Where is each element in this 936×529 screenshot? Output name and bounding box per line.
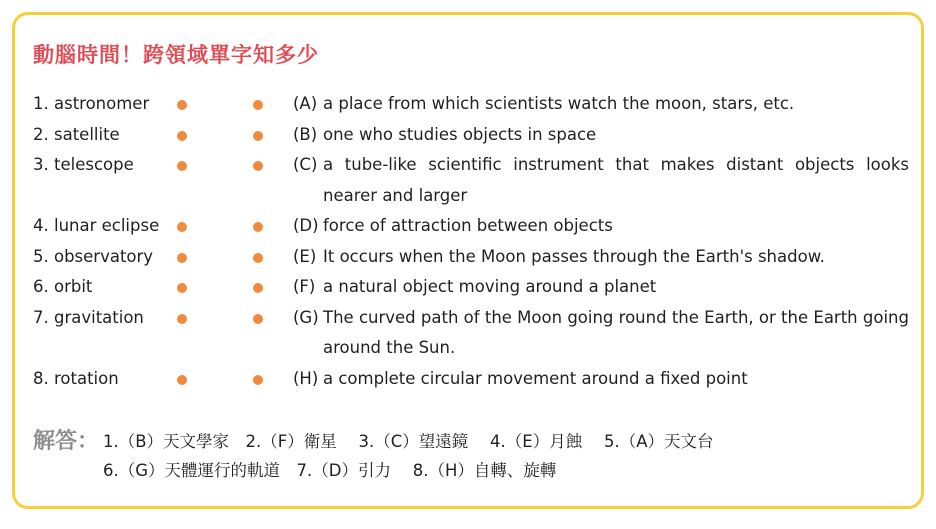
- answer-key-label: 解答：: [33, 429, 100, 454]
- definition-e-text: It occurs when the Moon passes through the Earth's shadow.: [323, 246, 825, 266]
- matching-row-6: [33, 272, 913, 303]
- term-3-connector-dot[interactable]: [177, 161, 187, 171]
- term-8-connector-dot[interactable]: [177, 375, 187, 385]
- term-7-connector-dot[interactable]: [177, 314, 187, 324]
- definition-a-text: a place from which scientists watch the moon, stars, etc.: [323, 94, 795, 113]
- definition-e-letter: (E): [293, 246, 317, 266]
- definition-f-text: a natural object moving around a planet: [323, 277, 657, 296]
- definition-h-connector-dot[interactable]: [253, 375, 263, 385]
- definition-f-connector-dot[interactable]: [253, 283, 263, 293]
- definition-b-connector-dot[interactable]: [253, 131, 263, 141]
- definition-a-connector-dot[interactable]: [253, 100, 263, 110]
- term-5-connector-dot[interactable]: [177, 253, 187, 263]
- matching-row-2: [33, 120, 913, 151]
- matching-row-1: [33, 89, 913, 120]
- term-3: 3. telescope: [33, 155, 134, 174]
- term-1-connector-dot[interactable]: [177, 100, 187, 110]
- term-1: 1. astronomer: [33, 94, 150, 113]
- definition-c-letter: (C): [293, 155, 318, 174]
- definition-e-connector-dot[interactable]: [253, 253, 263, 263]
- definition-b-letter: (B): [293, 124, 318, 144]
- definition-d-text: force of attraction between objects: [323, 216, 613, 235]
- answer-key-line-1: 1.（B）天文學家 2.（F）衛星 3.（C）望遠鏡 4.（E）月蝕 5.（A）天文台: [103, 432, 714, 451]
- definition-g-letter: (G): [293, 307, 319, 327]
- definition-c-connector-dot[interactable]: [253, 161, 263, 171]
- term-5: 5. observatory: [33, 246, 154, 266]
- definition-h-letter: (H): [293, 368, 319, 388]
- matching-row-7: [33, 303, 913, 364]
- matching-row-5: [33, 242, 913, 273]
- term-2: 2. satellite: [33, 124, 120, 144]
- definition-d-letter: (D): [293, 216, 319, 235]
- definition-d-connector-dot[interactable]: [253, 222, 263, 232]
- definition-a-letter: (A): [293, 94, 318, 113]
- definition-h-text: a complete circular movement around a fixed point: [323, 368, 748, 388]
- term-2-connector-dot[interactable]: [177, 131, 187, 141]
- answer-key-line-2: 6.（G）天體運行的軌道 7.（D）引力 8.（H）自轉、旋轉: [103, 461, 557, 480]
- matching-row-8: [33, 364, 913, 395]
- definition-b-text: one who studies objects in space: [323, 124, 597, 144]
- matching-row-3: [33, 150, 913, 211]
- term-4: 4. lunar eclipse: [33, 216, 160, 235]
- page-title: 動腦時間！跨領域單字知多少: [33, 43, 319, 67]
- term-4-connector-dot[interactable]: [177, 222, 187, 232]
- term-6: 6. orbit: [33, 277, 93, 296]
- definition-f-letter: (F): [293, 277, 316, 296]
- matching-list: [33, 89, 913, 394]
- exercise-card: [12, 12, 924, 509]
- definition-g-text: The curved path of the Moon going round the Earth, or the Earth going around the Sun.: [323, 307, 909, 357]
- definition-g-connector-dot[interactable]: [253, 314, 263, 324]
- definition-c-text: a tube-like scientific instrument that makes distant objects looks nearer and larger: [323, 155, 909, 205]
- term-8: 8. rotation: [33, 368, 119, 388]
- matching-row-4: [33, 211, 913, 242]
- term-6-connector-dot[interactable]: [177, 283, 187, 293]
- term-7: 7. gravitation: [33, 307, 144, 327]
